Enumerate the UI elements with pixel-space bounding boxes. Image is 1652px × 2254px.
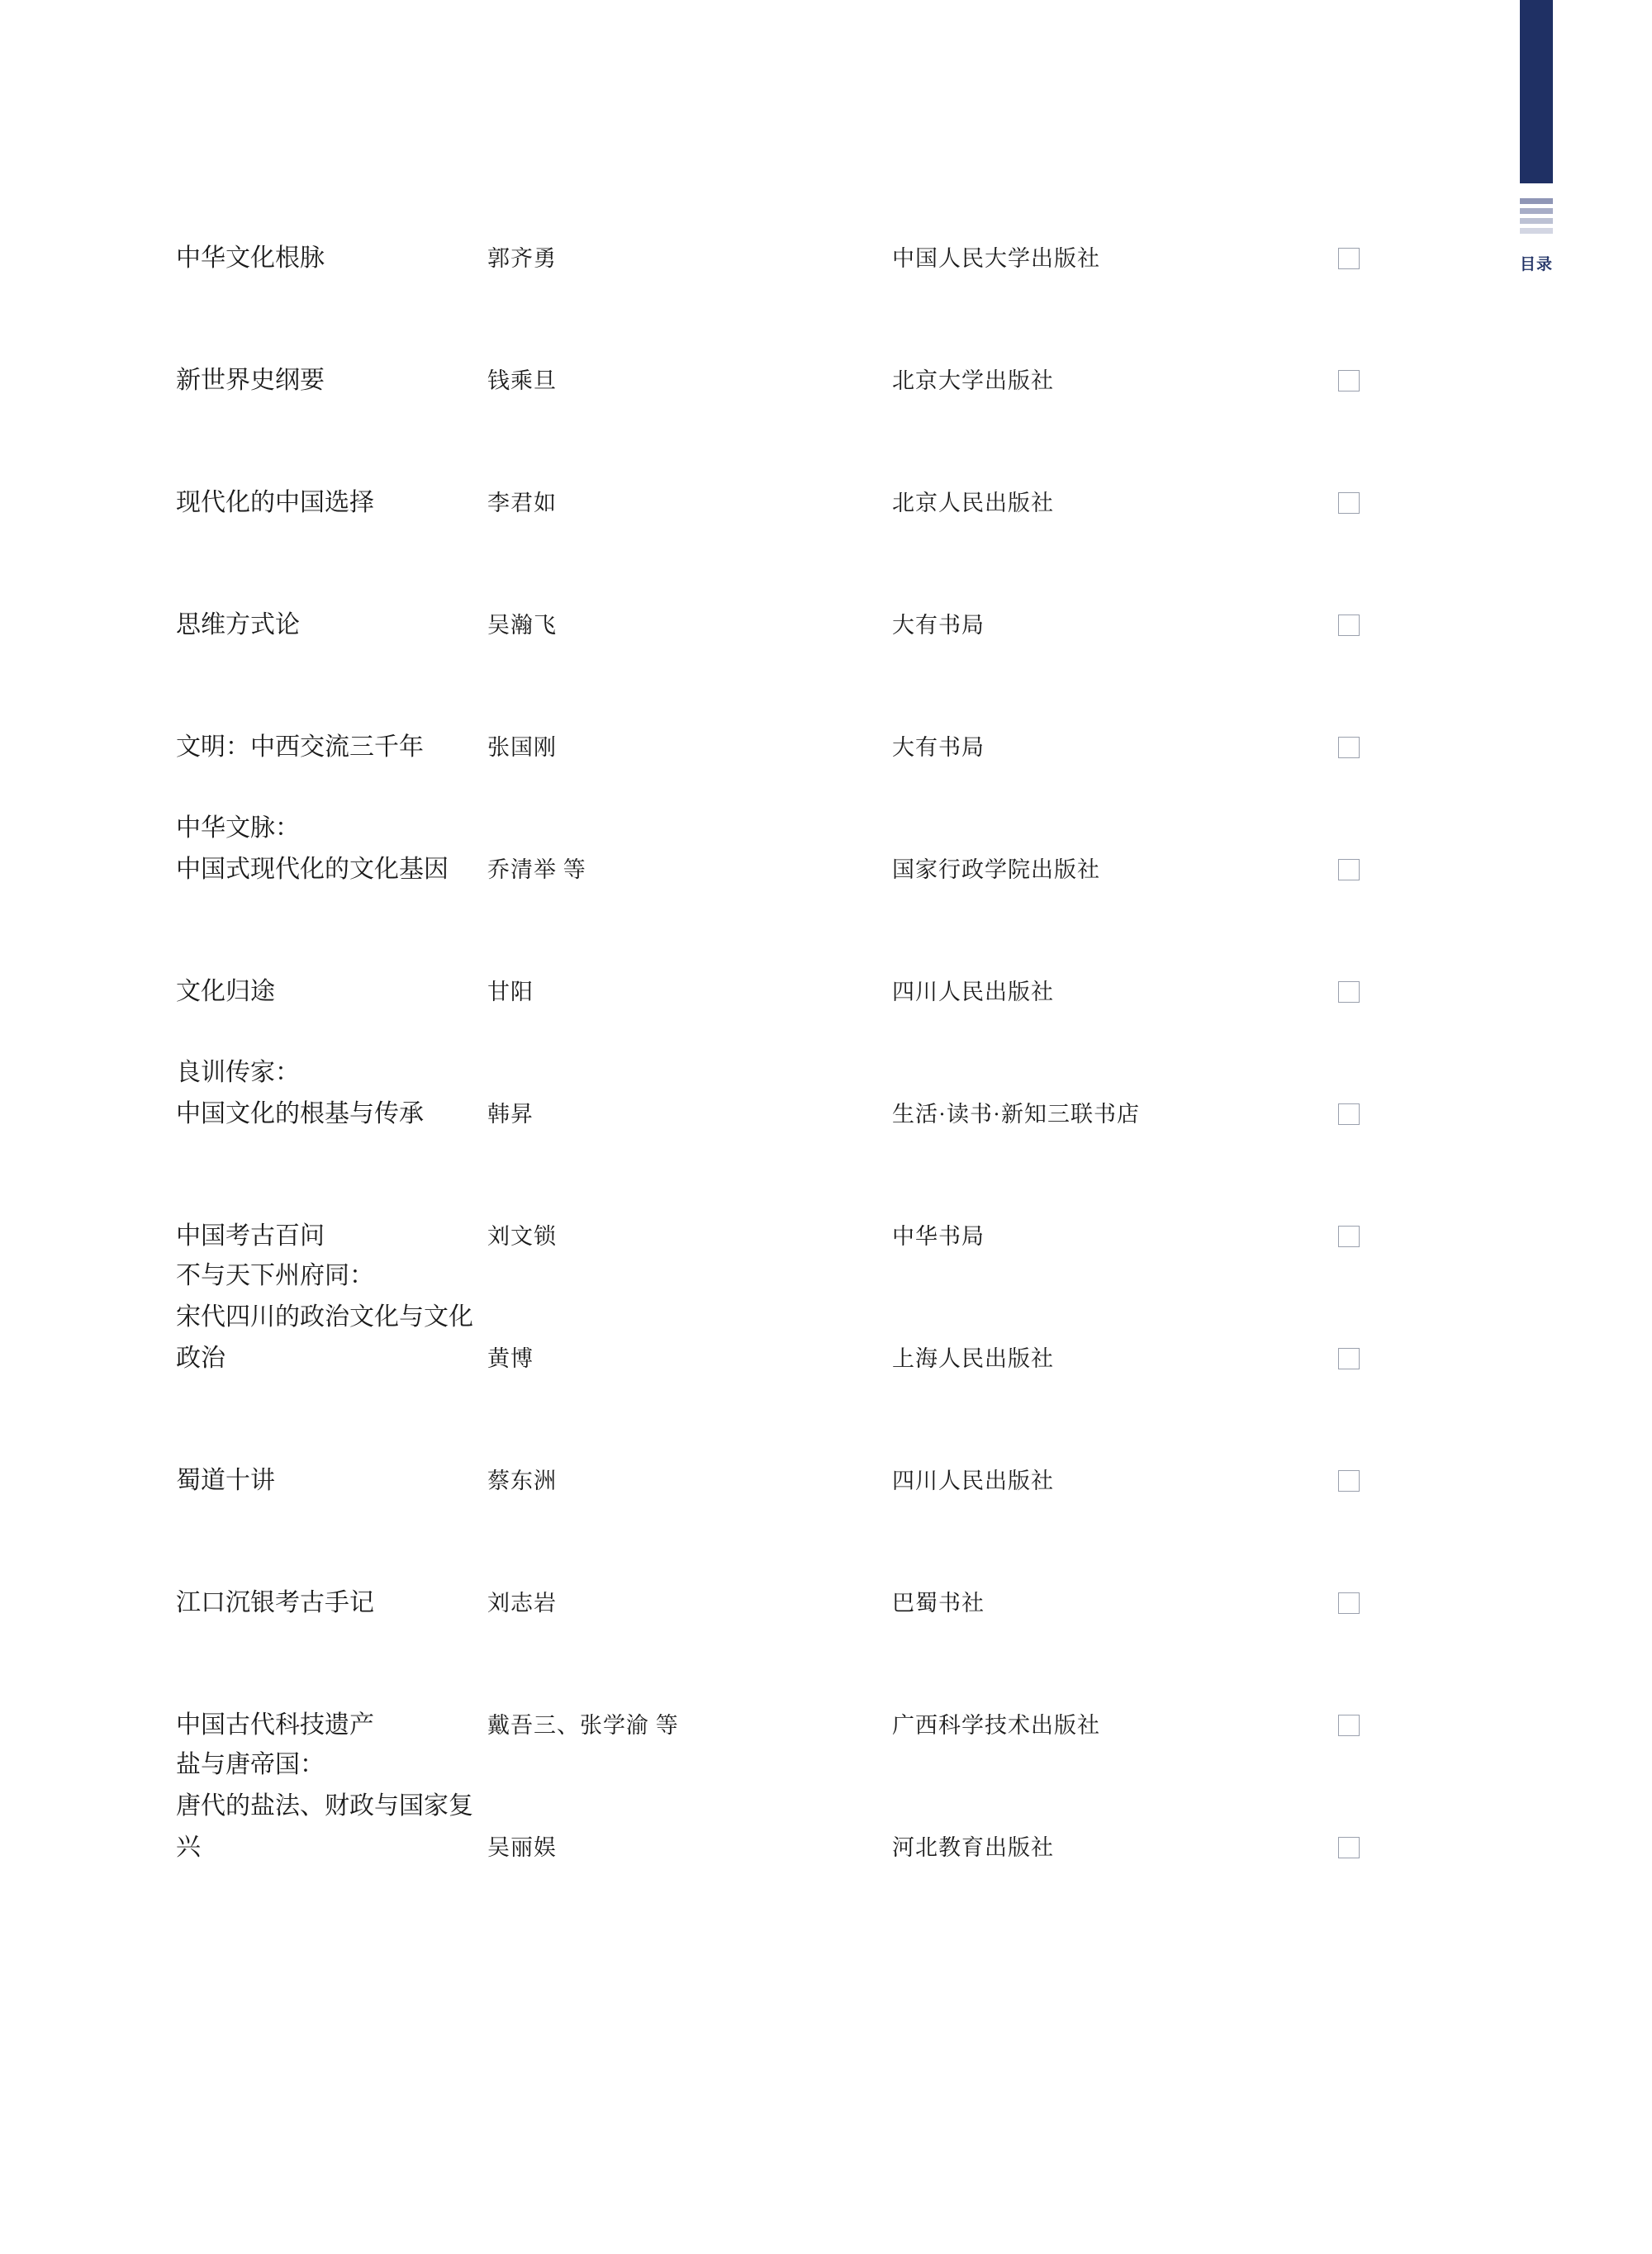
book-publisher: 中国人民大学出版社: [892, 246, 1100, 271]
book-title-line1: 文化归途: [176, 978, 275, 1005]
book-row: [0, 1257, 1479, 1379]
book-title: [0, 482, 487, 524]
book-title-line1: 思维方式论: [176, 611, 300, 638]
book-row: [0, 768, 1479, 890]
book-row: [0, 890, 1479, 1013]
book-checkbox[interactable]: [1338, 1592, 1360, 1614]
book-publisher: 四川人民出版社: [892, 980, 1054, 1004]
book-publisher: 上海人民出版社: [892, 1346, 1054, 1371]
book-title-line1: 中国考古百问: [176, 1222, 325, 1250]
book-publisher: 大有书局: [892, 613, 985, 638]
book-checkbox[interactable]: [1338, 981, 1360, 1003]
book-title: [0, 727, 487, 768]
stripe-3: [1520, 218, 1553, 224]
book-title-line1: 文明：中西交流三千年: [176, 733, 424, 761]
book-author: 李君如: [487, 491, 557, 515]
book-title-line1: 中国古代科技遗产: [176, 1711, 374, 1739]
book-select-cell[interactable]: [1338, 1460, 1446, 1502]
book-checkbox[interactable]: [1338, 492, 1360, 514]
book-select-cell[interactable]: [1338, 1705, 1446, 1746]
book-author: 钱乘旦: [487, 368, 557, 393]
book-row: [0, 1624, 1479, 1746]
book-title-line2: 宋代四川的政治文化与文化政治: [176, 1303, 473, 1372]
book-author: 韩昇: [487, 1102, 534, 1127]
book-title: [0, 1744, 487, 1868]
book-select-cell[interactable]: [1338, 1216, 1446, 1257]
book-checkbox[interactable]: [1338, 370, 1360, 391]
book-row: [0, 1379, 1479, 1502]
book-row: [0, 524, 1479, 646]
book-title-line1: 现代化的中国选择: [176, 489, 374, 516]
book-title: [0, 605, 487, 646]
book-title: [0, 971, 487, 1013]
book-publisher: 河北教育出版社: [892, 1835, 1054, 1860]
book-checkbox[interactable]: [1338, 248, 1360, 269]
book-title: [0, 1255, 487, 1379]
book-select-cell[interactable]: [1338, 360, 1446, 401]
book-title: [0, 1460, 487, 1502]
book-row: [0, 1135, 1479, 1257]
book-author: 甘阳: [487, 980, 534, 1004]
stripe-2: [1520, 208, 1553, 214]
book-title-line1: 不与天下州府同：: [176, 1262, 374, 1289]
stripe-1: [1520, 198, 1553, 204]
book-row: [0, 1013, 1479, 1135]
book-title: [0, 238, 487, 279]
book-author: 刘志岩: [487, 1591, 557, 1616]
book-title-line1: 新世界史纲要: [176, 367, 325, 394]
book-title: [0, 1052, 487, 1135]
book-publisher: 中华书局: [892, 1224, 985, 1249]
book-author: 郭齐勇: [487, 246, 557, 271]
book-title: [0, 360, 487, 401]
book-select-cell[interactable]: [1338, 605, 1446, 646]
book-select-cell[interactable]: [1338, 727, 1446, 768]
book-checkbox[interactable]: [1338, 1470, 1360, 1492]
book-row: [0, 279, 1479, 401]
book-publisher: 生活·读书·新知三联书店: [892, 1102, 1140, 1127]
side-tab-stripes: [1520, 198, 1553, 234]
book-row: [0, 1502, 1479, 1624]
book-checkbox[interactable]: [1338, 1226, 1360, 1247]
book-title: [0, 1216, 487, 1257]
book-title-line2: 中国式现代化的文化基因: [176, 856, 449, 883]
book-checkbox[interactable]: [1338, 1348, 1360, 1369]
book-title-line1: 良训传家：: [176, 1059, 300, 1086]
book-title: [0, 1583, 487, 1624]
book-publisher: 巴蜀书社: [892, 1591, 985, 1616]
book-checkbox[interactable]: [1338, 737, 1360, 758]
stripe-4: [1520, 228, 1553, 234]
book-row: [0, 1746, 1479, 1868]
book-title-line2: 唐代的盐法、财政与国家复兴: [176, 1792, 473, 1861]
side-tab-label: 目录: [1520, 256, 1554, 273]
book-select-cell[interactable]: [1338, 971, 1446, 1013]
book-title: [0, 1705, 487, 1746]
book-title-line1: 中华文化根脉: [176, 244, 325, 272]
book-publisher: 国家行政学院出版社: [892, 857, 1100, 882]
book-publisher: 大有书局: [892, 735, 985, 760]
book-title: [0, 808, 487, 890]
book-author: 戴吾三、张学渝 等: [487, 1713, 679, 1738]
book-row: [0, 157, 1479, 279]
book-publisher: 广西科学技术出版社: [892, 1713, 1100, 1738]
book-author: 吴丽娱: [487, 1835, 557, 1860]
book-title-line1: 蜀道十讲: [176, 1467, 275, 1494]
book-select-cell[interactable]: [1338, 482, 1446, 524]
book-select-cell[interactable]: [1338, 1094, 1446, 1135]
book-title-line1: 中华文脉：: [176, 814, 300, 842]
book-checkbox[interactable]: [1338, 615, 1360, 636]
book-checkbox[interactable]: [1338, 1837, 1360, 1858]
book-checkbox[interactable]: [1338, 1103, 1360, 1125]
book-select-cell[interactable]: [1338, 849, 1446, 890]
book-publisher: 北京人民出版社: [892, 491, 1054, 515]
book-author: 乔清举 等: [487, 857, 586, 882]
book-select-cell[interactable]: [1338, 238, 1446, 279]
book-row: [0, 401, 1479, 524]
book-publisher: 北京大学出版社: [892, 368, 1054, 393]
book-author: 刘文锁: [487, 1224, 557, 1249]
book-checkbox[interactable]: [1338, 1715, 1360, 1736]
book-publisher: 四川人民出版社: [892, 1469, 1054, 1493]
book-title-line1: 盐与唐帝国：: [176, 1751, 325, 1778]
book-checkbox[interactable]: [1338, 859, 1360, 880]
book-select-cell[interactable]: [1338, 1583, 1446, 1624]
book-author: 张国刚: [487, 735, 557, 760]
side-tab-bar: [1520, 0, 1553, 183]
book-select-cell[interactable]: [1338, 1338, 1446, 1379]
book-author: 蔡东洲: [487, 1469, 557, 1493]
book-author: 吴瀚飞: [487, 613, 557, 638]
book-author: 黄博: [487, 1346, 534, 1371]
book-title-line1: 江口沉银考古手记: [176, 1589, 374, 1616]
book-row: [0, 646, 1479, 768]
book-select-cell[interactable]: [1338, 1827, 1446, 1868]
book-title-line2: 中国文化的根基与传承: [176, 1100, 424, 1127]
side-tab-marker: [1520, 0, 1553, 275]
